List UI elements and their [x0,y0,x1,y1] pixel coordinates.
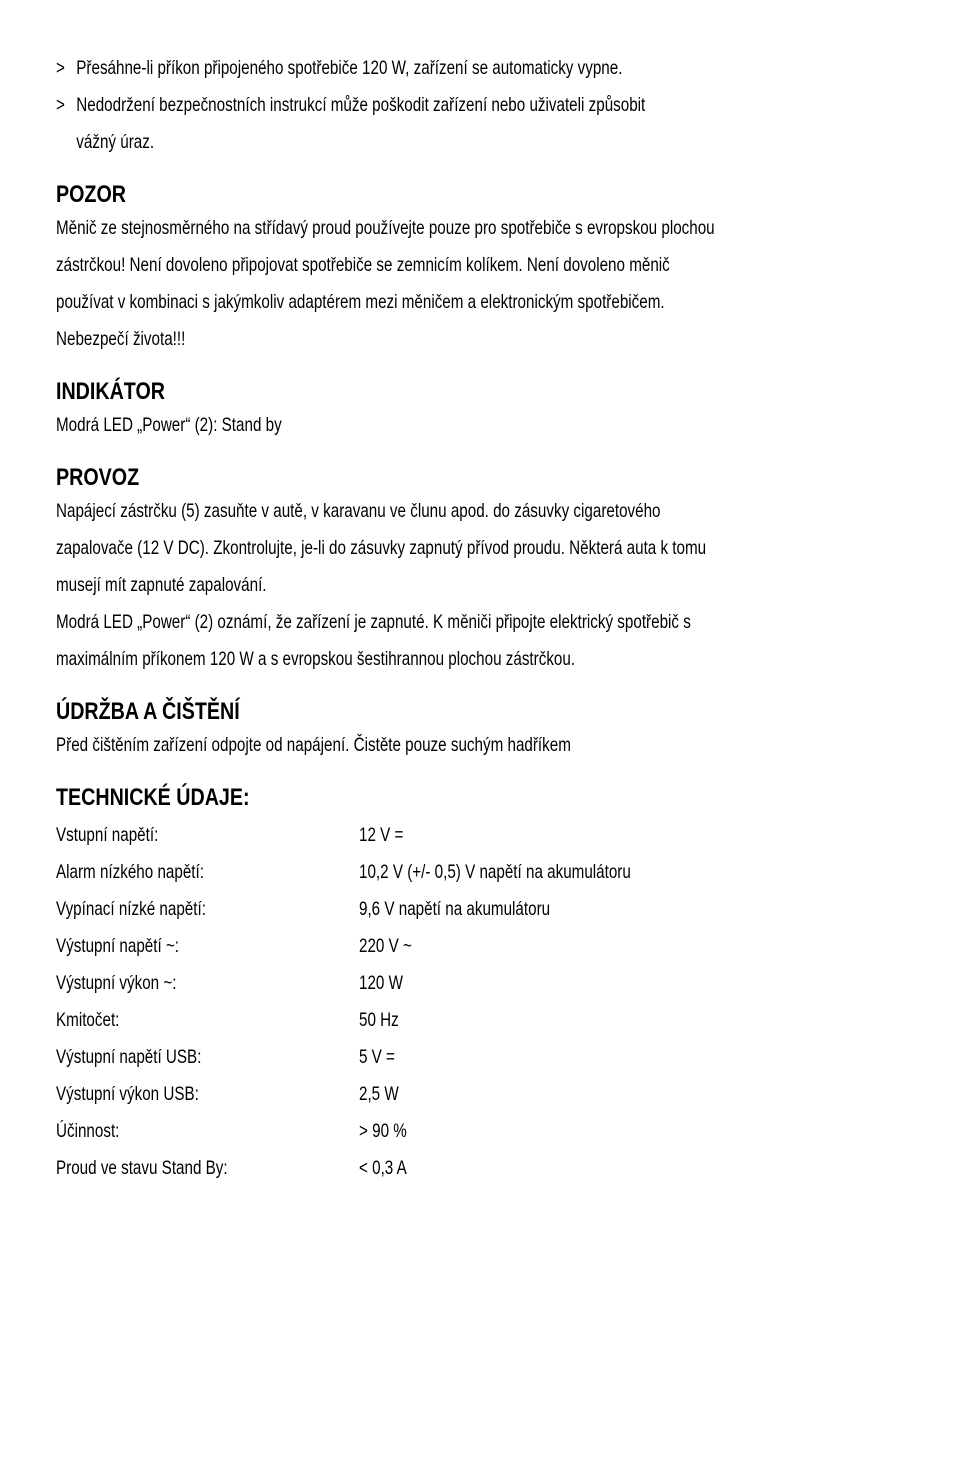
paragraph-line: Modrá LED „Power“ (2) oznámí, že zařízení je zapnuté. K měniči připojte elektrický spotřebič s [56,611,691,633]
paragraph-line: Modrá LED „Power“ (2): Stand by [56,414,282,436]
spec-value: 50 Hz [359,1009,399,1031]
spec-value: < 0,3 A [359,1157,407,1179]
spec-row [56,1113,916,1150]
spec-label: Výstupní napětí USB: [56,1046,202,1068]
spec-value: 120 W [359,972,403,994]
spec-label: Výstupní výkon USB: [56,1083,199,1105]
section-heading-udrzba: ÚDRŽBA A ČIŠTĚNÍ [56,698,240,725]
bullet-list [56,50,916,161]
paragraph-line: zapalovače (12 V DC). Zkontrolujte, je-li do zásuvky zapnutý přívod proudu. Některá auta k tomu [56,537,707,559]
section-indikator [56,377,916,444]
bullet-line: Nedodržení bezpečnostních instrukcí může poškodit zařízení nebo uživateli způsobit [76,94,646,116]
paragraph-line: Napájecí zástrčku (5) zasuňte v autě, v karavanu ve člunu apod. do zásuvky cigaretového [56,500,661,522]
section-udrzba [56,697,916,764]
paragraph-line: Před čištěním zařízení odpojte od napájení. Čistěte pouze suchým hadříkem [56,734,571,756]
paragraph-line: používat v kombinaci s jakýmkoliv adaptérem mezi měničem a elektronickým spotřebičem. [56,291,665,313]
spec-row [56,928,916,965]
bullet-item-safety [56,87,727,161]
section-heading-provoz: PROVOZ [56,464,140,491]
spec-row [56,1150,916,1187]
spec-label: Proud ve stavu Stand By: [56,1157,228,1179]
section-heading-pozor: POZOR [56,181,126,208]
paragraph-line: maximálním příkonem 120 W a s evropskou šestihrannou plochou zástrčkou. [56,648,576,670]
spec-value: 10,2 V (+/- 0,5) V napětí na akumulátoru [359,861,631,883]
section-provoz [56,463,916,678]
paragraph-line: Nebezpečí života!!! [56,328,186,350]
spec-row [56,854,916,891]
bullet-line: vážný úraz. [76,131,155,153]
spec-value: 5 V = [359,1046,395,1068]
spec-value: > 90 % [359,1120,407,1142]
spec-label: Výstupní výkon ~: [56,972,177,994]
spec-row [56,965,916,1002]
spec-label: Vypínací nízké napětí: [56,898,206,920]
spec-row [56,1076,916,1113]
spec-label: Alarm nízkého napětí: [56,861,204,883]
section-heading-technicke-udaje: TECHNICKÉ ÚDAJE: [56,784,250,811]
bullet-item-overload [56,50,727,87]
spec-row [56,817,916,854]
bullet-marker: > [56,94,65,116]
section-heading-indikator: INDIKÁTOR [56,378,165,405]
spec-row [56,891,916,928]
spec-value: 9,6 V napětí na akumulátoru [359,898,551,920]
paragraph-line: zástrčkou! Není dovoleno připojovat spotřebiče se zemnicím kolíkem. Není dovoleno měnič [56,254,670,276]
section-pozor [56,180,916,358]
spec-label: Účinnost: [56,1120,120,1142]
spec-label: Vstupní napětí: [56,824,159,846]
bullet-line: Přesáhne-li příkon připojeného spotřebiče 120 W, zařízení se automaticky vypne. [76,57,623,79]
bullet-marker: > [56,57,65,79]
paragraph-line: musejí mít zapnuté zapalování. [56,574,267,596]
spec-table [56,817,916,1187]
spec-label: Kmitočet: [56,1009,120,1031]
paragraph-line: Měnič ze stejnosměrného na střídavý proud používejte pouze pro spotřebiče s evropskou plochou [56,217,715,239]
spec-value: 220 V ~ [359,935,412,957]
spec-value: 12 V = [359,824,404,846]
spec-label: Výstupní napětí ~: [56,935,180,957]
document-page [56,50,916,1187]
section-technicke-udaje [56,783,916,1187]
spec-row [56,1039,916,1076]
spec-value: 2,5 W [359,1083,399,1105]
spec-row [56,1002,916,1039]
